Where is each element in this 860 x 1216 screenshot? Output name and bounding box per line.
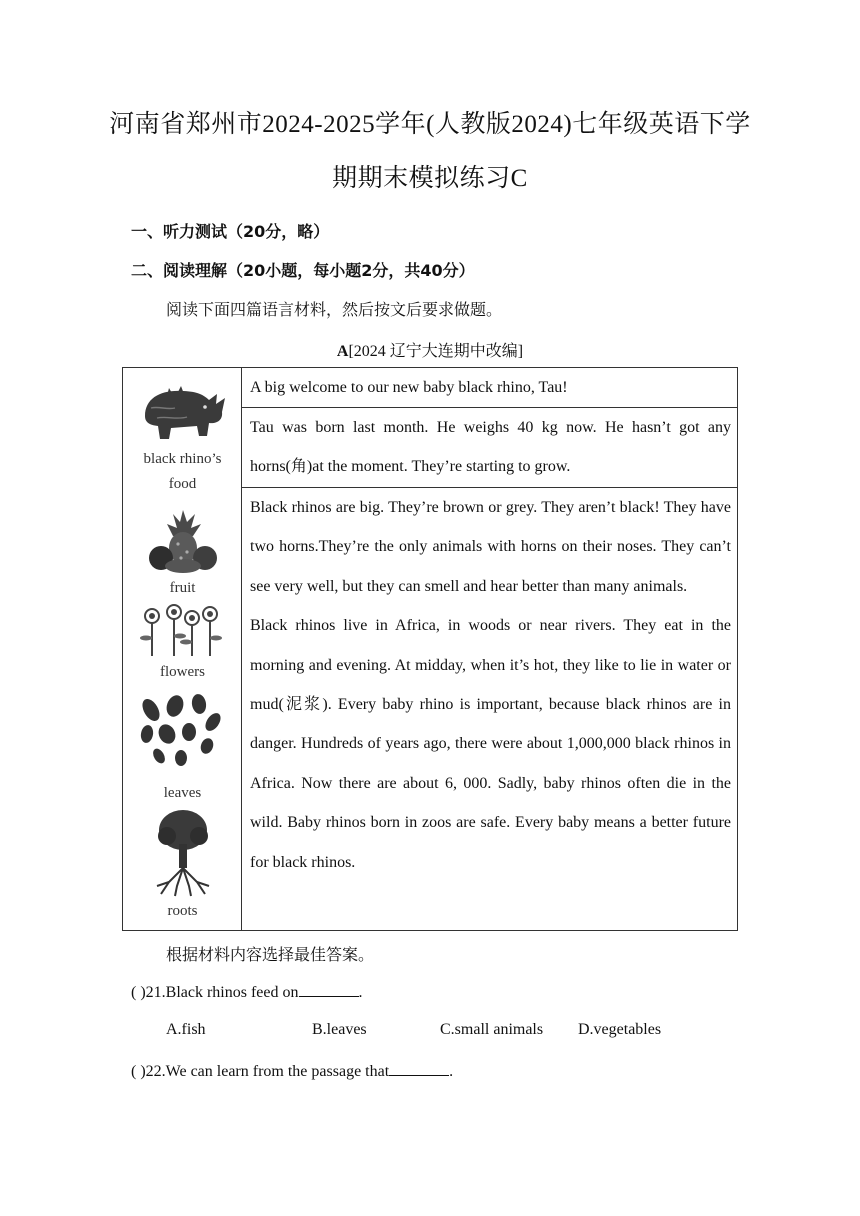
section-reading-heading: 二、阅读理解（20小题，每小题2分，共40分） [131, 261, 475, 280]
document-title-line-1: 河南省郑州市2024-2025学年(人教版2024)七年级英语下学 [109, 111, 751, 138]
fruit-icon [145, 506, 221, 574]
reading-instruction: 阅读下面四篇语言材料，然后按文后要求做题。 [166, 300, 503, 319]
answer-blank [299, 982, 359, 997]
passage-paragraph-1: Black rhinos are big. They’re brown or grey. They aren’t black! They have two horns.They’re the only animals with horns on their noses. They can’t see very well, but they can smell and hear better than many animals. [250, 499, 731, 595]
option-b: B.leaves [312, 1021, 367, 1038]
option-c: C.small animals [440, 1021, 544, 1038]
question-21-text: ( )21.Black rhinos feed on [131, 984, 299, 1001]
passage-label [0, 338, 860, 361]
passage-row-1: A big welcome to our new baby black rhino, Tau! [242, 368, 737, 408]
caption-food: food [168, 476, 197, 492]
answer-blank [389, 1061, 449, 1076]
option-d: D.vegetables [578, 1021, 662, 1038]
section-listening-heading: 一、听力测试（20分，略） [131, 222, 330, 241]
text-column [242, 368, 737, 930]
rhino-icon [137, 376, 229, 444]
flowers-icon [138, 602, 222, 658]
caption-black-rhinos: black rhino’s [143, 451, 222, 467]
question-21 [131, 982, 363, 1002]
passage-letter: A [336, 343, 349, 360]
passage-table [122, 367, 738, 931]
question-21-end: . [358, 984, 363, 1001]
caption-leaves: leaves [163, 785, 202, 801]
roots-icon [149, 808, 217, 898]
question-22 [131, 1061, 453, 1081]
caption-roots: roots [167, 903, 198, 919]
document-title-line-2: 期期末模拟练习C [332, 165, 528, 192]
passage-row-2 [242, 408, 737, 488]
passage-row-3 [242, 488, 737, 932]
question-22-end: . [449, 1063, 454, 1080]
question-22-text: ( )22.We can learn from the passage that [131, 1063, 390, 1080]
caption-flowers: flowers [160, 664, 205, 680]
passage-row-2-text: Tau was born last month. He weighs 40 kg now. He hasn’t got any horns(角)at the moment. They’re starting to grow. [250, 419, 731, 476]
image-column [123, 368, 242, 930]
leaves-icon [137, 692, 225, 776]
questions-instruction: 根据材料内容选择最佳答案。 [166, 945, 375, 964]
caption-fruit: fruit [169, 580, 196, 596]
option-a: A.fish [166, 1021, 206, 1038]
passage-paragraph-2: Black rhinos live in Africa, in woods or near rivers. They eat in the morning and evening. At midday, when it’s hot, they like to lie in water or mud(泥浆). Every baby rhino is important, because black rhinos are in danger. Hundreds of years ago, there were about 1,000,000 black rhinos in Africa. Now there are about 6, 000. Sadly, baby rhinos often die in the wild. Baby rhinos born in zoos are safe. Every baby means a better future for black rhinos. [250, 617, 731, 871]
passage-source: [2024 辽宁大连期中改编] [348, 343, 524, 360]
